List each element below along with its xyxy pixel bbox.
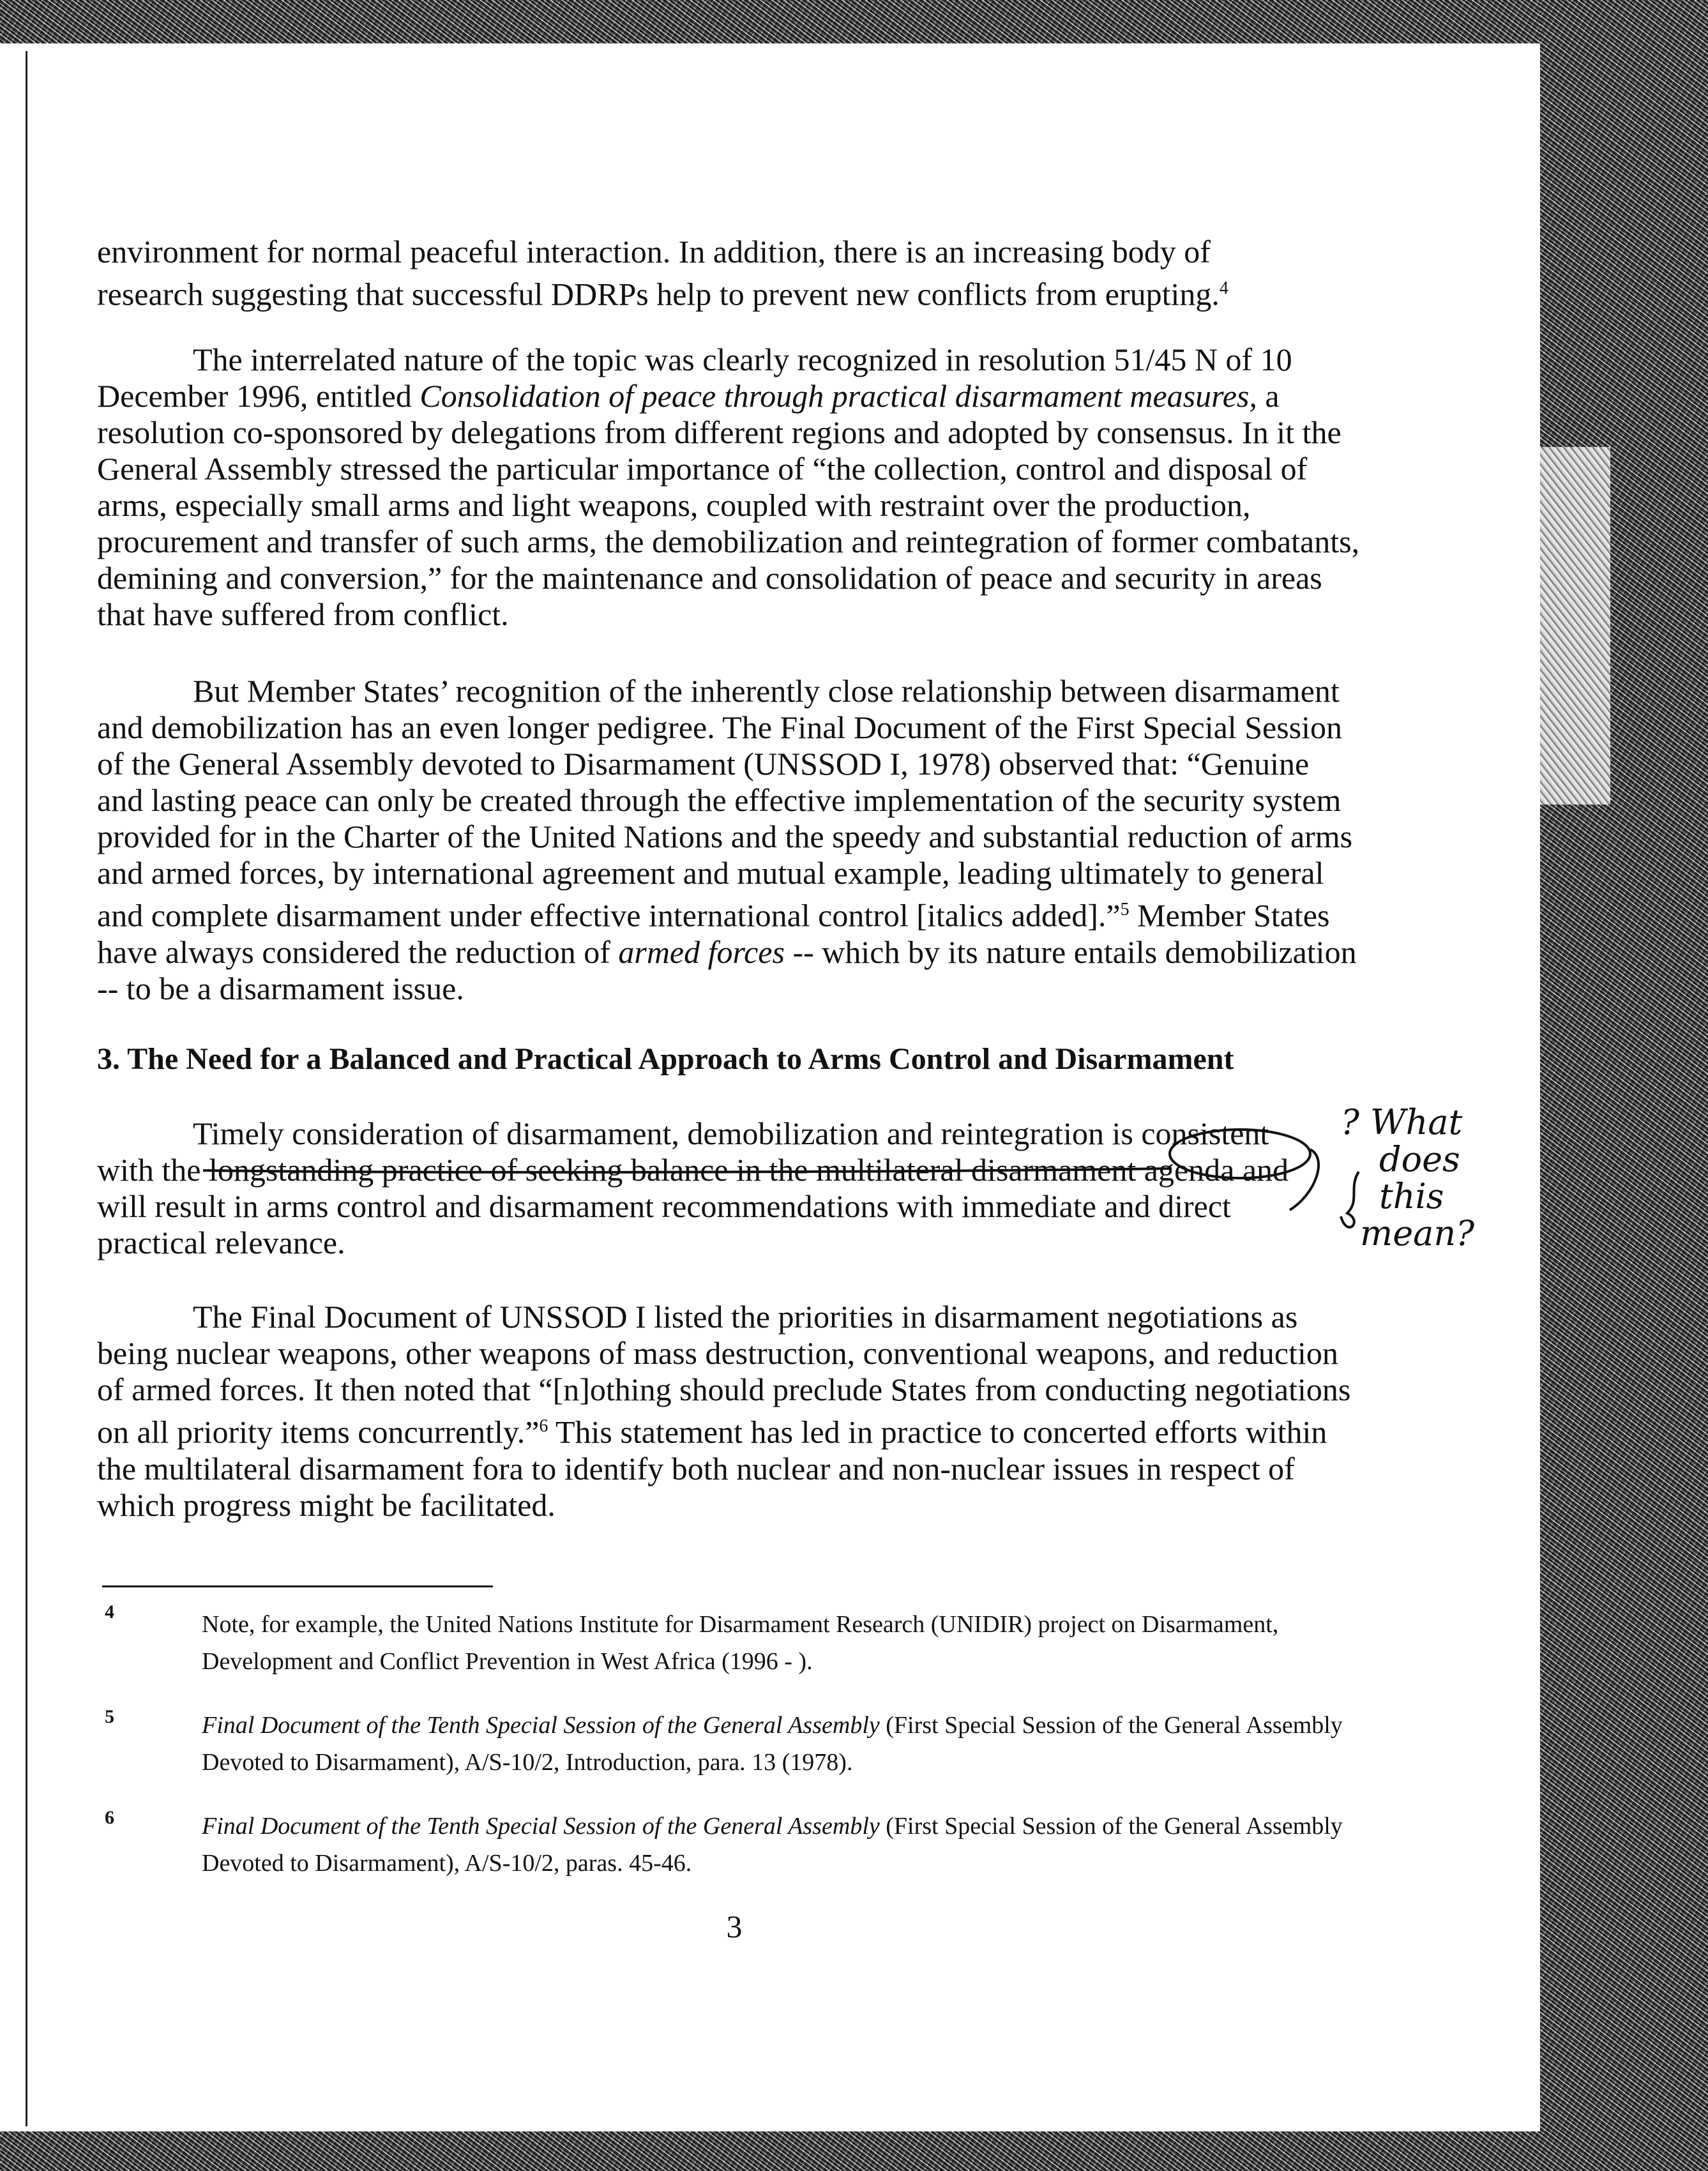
pen-underline xyxy=(203,1169,1172,1172)
footnote-4-number: 4 xyxy=(105,1601,114,1623)
p2-text-b: a resolution co-sponsored by delegations from different regions and adopted by consensus. In it the General Assembly stressed the particular importance of “the collection, control and disposal of arms, especially small arms and light weapons, coupled with restraint over the production, procurement and transfer of such arms, the demobilization and reintegration of former combatants, demining and conversion,” for the maintenance and consolidation of peace and security in areas that have suffered from conflict. xyxy=(97,378,1360,632)
p3-italic-armed-forces: armed forces xyxy=(618,934,785,970)
p3-text-c: -- which by its nature entails demobilization -- to be a disarmament issue. xyxy=(97,934,1357,1006)
pen-circle-agenda xyxy=(1170,1130,1310,1178)
footnote-6-body: (First Special Session of the General Assembly Devoted to Disarmament), A/S-10/2, paras. 45-46. xyxy=(202,1813,1343,1877)
footnote-6-italic: Final Document of the Tenth Special Session of the General Assembly xyxy=(202,1813,880,1840)
pen-bracket xyxy=(1341,1172,1359,1227)
footnote-5-italic: Final Document of the Tenth Special Session of the General Assembly xyxy=(202,1712,880,1739)
pen-connector xyxy=(1290,1149,1319,1210)
p2-resolution-title: Consolidation of peace through practical disarmament measures, xyxy=(419,378,1257,414)
p5-text-b: This statement has led in practice to concerted efforts within the multilateral disarmament fora to identify both nuclear and non-nuclear issues in respect of which progress might be facilitated. xyxy=(97,1414,1327,1523)
p4-line-1: Timely consideration of disarmament, demobilization and reintegration is consistent xyxy=(193,1116,1269,1151)
page-number: 3 xyxy=(726,1909,743,1944)
p4-line-4: practical relevance. xyxy=(97,1225,345,1260)
p5-text-a: The Final Document of UNSSOD I listed the priorities in disarmament negotiations as being nuclear weapons, other weapons of mass destruction, conventional weapons, and reduction of armed forces. It then noted that “[n]othing should preclude States from conducting negotiations on all priority items concurrently.” xyxy=(97,1299,1351,1450)
p3-text-a: But Member States’ recognition of the inherently close relationship between disarmament and demobilization has an even longer pedigree. The Final Document of the First Special Session of the General Assembly devoted to Disarmament (UNSSOD I, 1978) observed that: “Genuine and lasting peace can only be created through the effective implementation of the security system provided for in the Charter of the United Nations and the speedy and substantial reduction of arms and armed forces, by international agreement and mutual example, leading ultimately to general and complete disarmament under effective international control [italics added].” xyxy=(97,673,1353,934)
section-heading: 3. The Need for a Balanced and Practical Approach to Arms Control and Disarmament xyxy=(97,1042,1234,1076)
footnote-6-number: 6 xyxy=(105,1807,114,1828)
p1-line-1: environment for normal peaceful interaction. In addition, there is an increasing body of xyxy=(97,234,1211,269)
footnote-4-body: Note, for example, the United Nations Institute for Disarmament Research (UNIDIR) project on Disarmament, Development and Conflict Prevention in West Africa (1996 - ). xyxy=(202,1611,1279,1675)
p4-line-2: with the longstanding practice of seeking balance in the multilateral disarmament agenda and xyxy=(97,1152,1289,1188)
footnote-ref-4: 4 xyxy=(1219,278,1228,298)
footnote-ref-5: 5 xyxy=(1120,900,1130,919)
footnote-5-body: (First Special Session of the General Assembly Devoted to Disarmament), A/S-10/2, Introduction, para. 13 (1978). xyxy=(202,1712,1343,1776)
handwritten-note-line-1: ? What xyxy=(1341,1102,1463,1142)
p4-line-3: will result in arms control and disarmament recommendations with immediate and direct xyxy=(97,1188,1231,1224)
p1-line-2-text: research suggesting that successful DDRPs help to prevent new conflicts from erupting. xyxy=(97,276,1220,312)
handwritten-note-line-2: does xyxy=(1379,1139,1460,1179)
footnote-ref-6: 6 xyxy=(539,1416,548,1436)
p3-text-b: Member States have always considered the reduction of xyxy=(97,897,1330,970)
p2-text-a: The interrelated nature of the topic was clearly recognized in resolution 51/45 N of 10 December 1996, entitled xyxy=(97,342,1292,414)
handwritten-note-line-4: mean? xyxy=(1360,1213,1475,1253)
handwritten-note-line-3: this xyxy=(1379,1176,1444,1216)
footnote-5-number: 5 xyxy=(105,1706,114,1727)
